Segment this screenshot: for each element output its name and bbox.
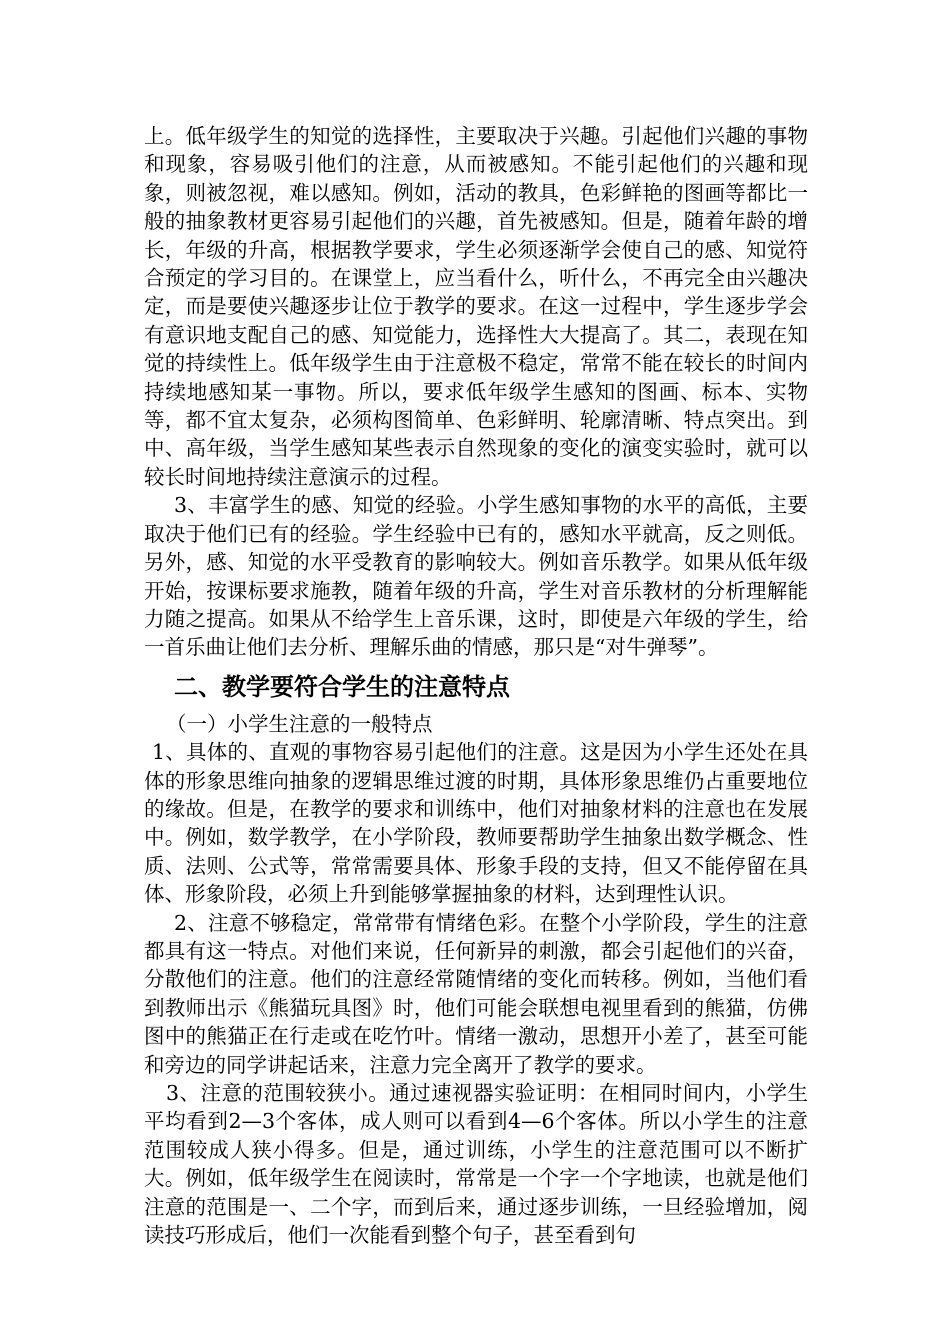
paragraph-attention-concrete: 1、具体的、直观的事物容易引起他们的注意。这是因为小学生还处在具体的形象思维向抽象的逻辑思维过渡的时期，具体形象思维仍占重要地位的缘故。但是，在教学的要求和训练中，他们对抽象材料的注意也在发展中。例如，数学教学，在小学阶段，教师要帮助学生抽象出数学概念、性质、法则、公式等，常常需要具体、形象手段的支持，但又不能停留在具体、形象阶段，必须上升到能够掌握抽象的材料，达到理性认识。 bbox=[144, 740, 808, 907]
paragraph-attention-span: 3、注意的范围较狭小。通过速视器实验证明：在相同时间内，小学生平均看到2—3个客体，成人则可以看到4—6个客体。所以小学生的注意范围较成人狭小得多。但是，通过训练，小学生的注意范围可以不断扩大。例如，低年级学生在阅读时，常常是一个字一个字地读，也就是他们注意的范围是一、二个字，而到后来，通过逐步训练，一旦经验增加，阅读技巧形成后，他们一次能看到整个句子，甚至看到句 bbox=[144, 1081, 808, 1248]
subsection-heading: （一）小学生注意的一般特点 bbox=[166, 711, 433, 736]
paragraph-perception-selectivity: 上。低年级学生的知觉的选择性，主要取决于兴趣。引起他们兴趣的事物和现象，容易吸引他们的注意，从而被感知。不能引起他们的兴趣和现象，则被忽视，难以感知。例如，活动的教具，色彩鲜艳的图画等都比一般的抽象教材更容易引起他们的兴趣，首先被感知。但是，随着年龄的增长，年级的升高，根据教学要求，学生必须逐渐学会使自己的感、知觉符合预定的学习目的。在课堂上，应当看什么，听什么，不再完全由兴趣决定，而是要使兴趣逐步让位于教学的要求。在这一过程中，学生逐步学会有意识地支配自己的感、知觉能力，选择性大大提高了。其二，表现在知觉的持续性上。低年级学生由于注意极不稳定，常常不能在较长的时间内持续地感知某一事物。所以，要求低年级学生感知的图画、标本、实物等，都不宜太复杂，必须构图简单、色彩鲜明、轮廓清晰、特点突出。到中、高年级，当学生感知某些表示自然现象的变化的演变实验时，就可以较长时间地持续注意演示的过程。 bbox=[144, 124, 808, 489]
paragraph-attention-unstable: 2、注意不够稳定，常常带有情绪色彩。在整个小学阶段，学生的注意都具有这一特点。对他们来说，任何新异的刺激，都会引起他们的兴奋，分散他们的注意。他们的注意经常随情绪的变化而转移。例如，当他们看到教师出示《熊猫玩具图》时，他们可能会联想电视里看到的熊猫，仿佛图中的熊猫正在行走或在吃竹叶。情绪一激动，思想开小差了，甚至可能和旁边的同学讲起话来，注意力完全离开了教学的要求。 bbox=[144, 910, 808, 1077]
paragraph-perception-experience: 3、丰富学生的感、知觉的经验。小学生感知事物的水平的高低，主要取决于他们已有的经验。学生经验中已有的，感知水平就高，反之则低。另外，感、知觉的水平受教育的影响较大。例如音乐教学。如果从低年级开始，按课标要求施教，随着年级的升高，学生对音乐教材的分析理解能力随之提高。如果从不给学生上音乐课，这时，即使是六年级的学生，给一首乐曲让他们去分析、理解乐曲的情感，那只是“对牛弹琴”。 bbox=[144, 493, 808, 660]
document-page bbox=[144, 122, 808, 1249]
section-heading: 二、教学要符合学生的注意特点 bbox=[174, 672, 510, 701]
